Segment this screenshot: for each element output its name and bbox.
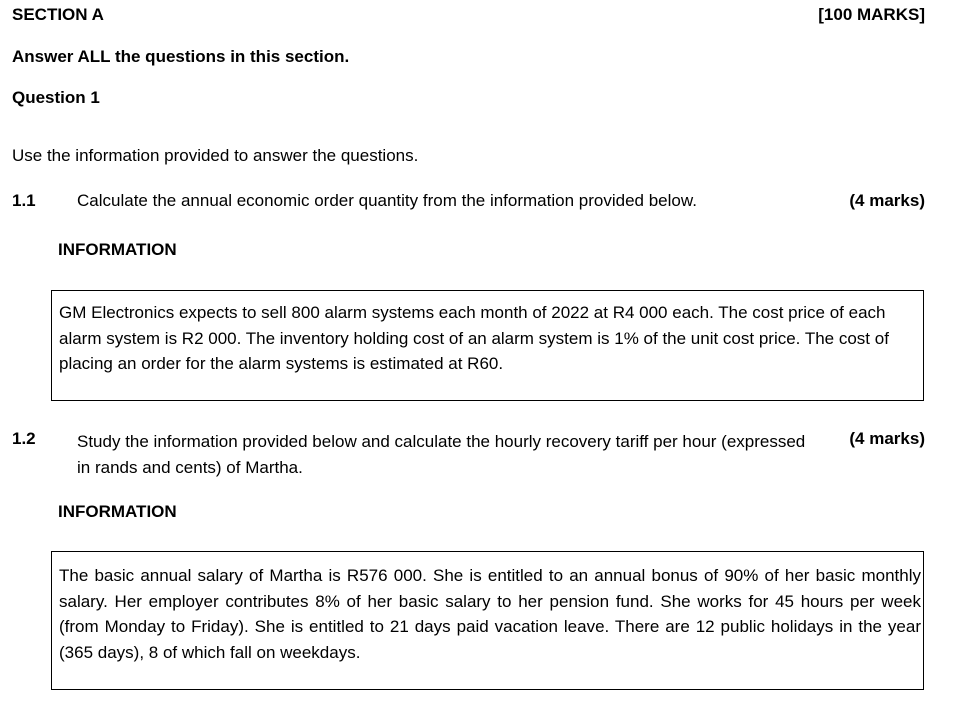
question-1-1-text: Calculate the annual economic order quantity from the information provided below. — [77, 191, 697, 210]
question-1-1-information-text: GM Electronics expects to sell 800 alarm systems each month of 2022 at R4 000 each. The cost price of each alarm system is R2 000. The inventory holding cost of an alarm system is 1% of the unit cost price. The cost of placing an order for the alarm systems is estimated at R60. — [59, 303, 889, 373]
section-instruction: Answer ALL the questions in this section. — [12, 47, 350, 66]
question-1-2-information-box — [51, 551, 924, 690]
total-marks: [100 MARKS] — [818, 5, 925, 24]
question-1-2-number: 1.2 — [12, 429, 36, 448]
question-title: Question 1 — [12, 88, 100, 107]
question-1-2-information-text: The basic annual salary of Martha is R576 000. She is entitled to an annual bonus of 90% of her basic monthly salary. Her employer contributes 8% of her basic salary to her pension fund. She works for 45 hours per week (from Monday to Friday). She is entitled to 21 days paid vacation leave. There are 12 public holidays in the year (365 days), 8 of which fall on weekdays. — [59, 566, 921, 662]
question-1-1-information-box — [51, 290, 924, 401]
question-1-1-number: 1.1 — [12, 191, 36, 210]
question-1-2-marks: (4 marks) — [849, 429, 925, 448]
question-1-2-information-label: INFORMATION — [58, 502, 177, 521]
question-intro: Use the information provided to answer the questions. — [12, 146, 419, 165]
question-1-1-marks: (4 marks) — [849, 191, 925, 210]
question-1-2-text: Study the information provided below and calculate the hourly recovery tariff per hour (expressed in rands and cents) of Martha. — [77, 432, 806, 477]
question-1-1-information-label: INFORMATION — [58, 240, 177, 259]
section-title: SECTION A — [12, 5, 104, 24]
